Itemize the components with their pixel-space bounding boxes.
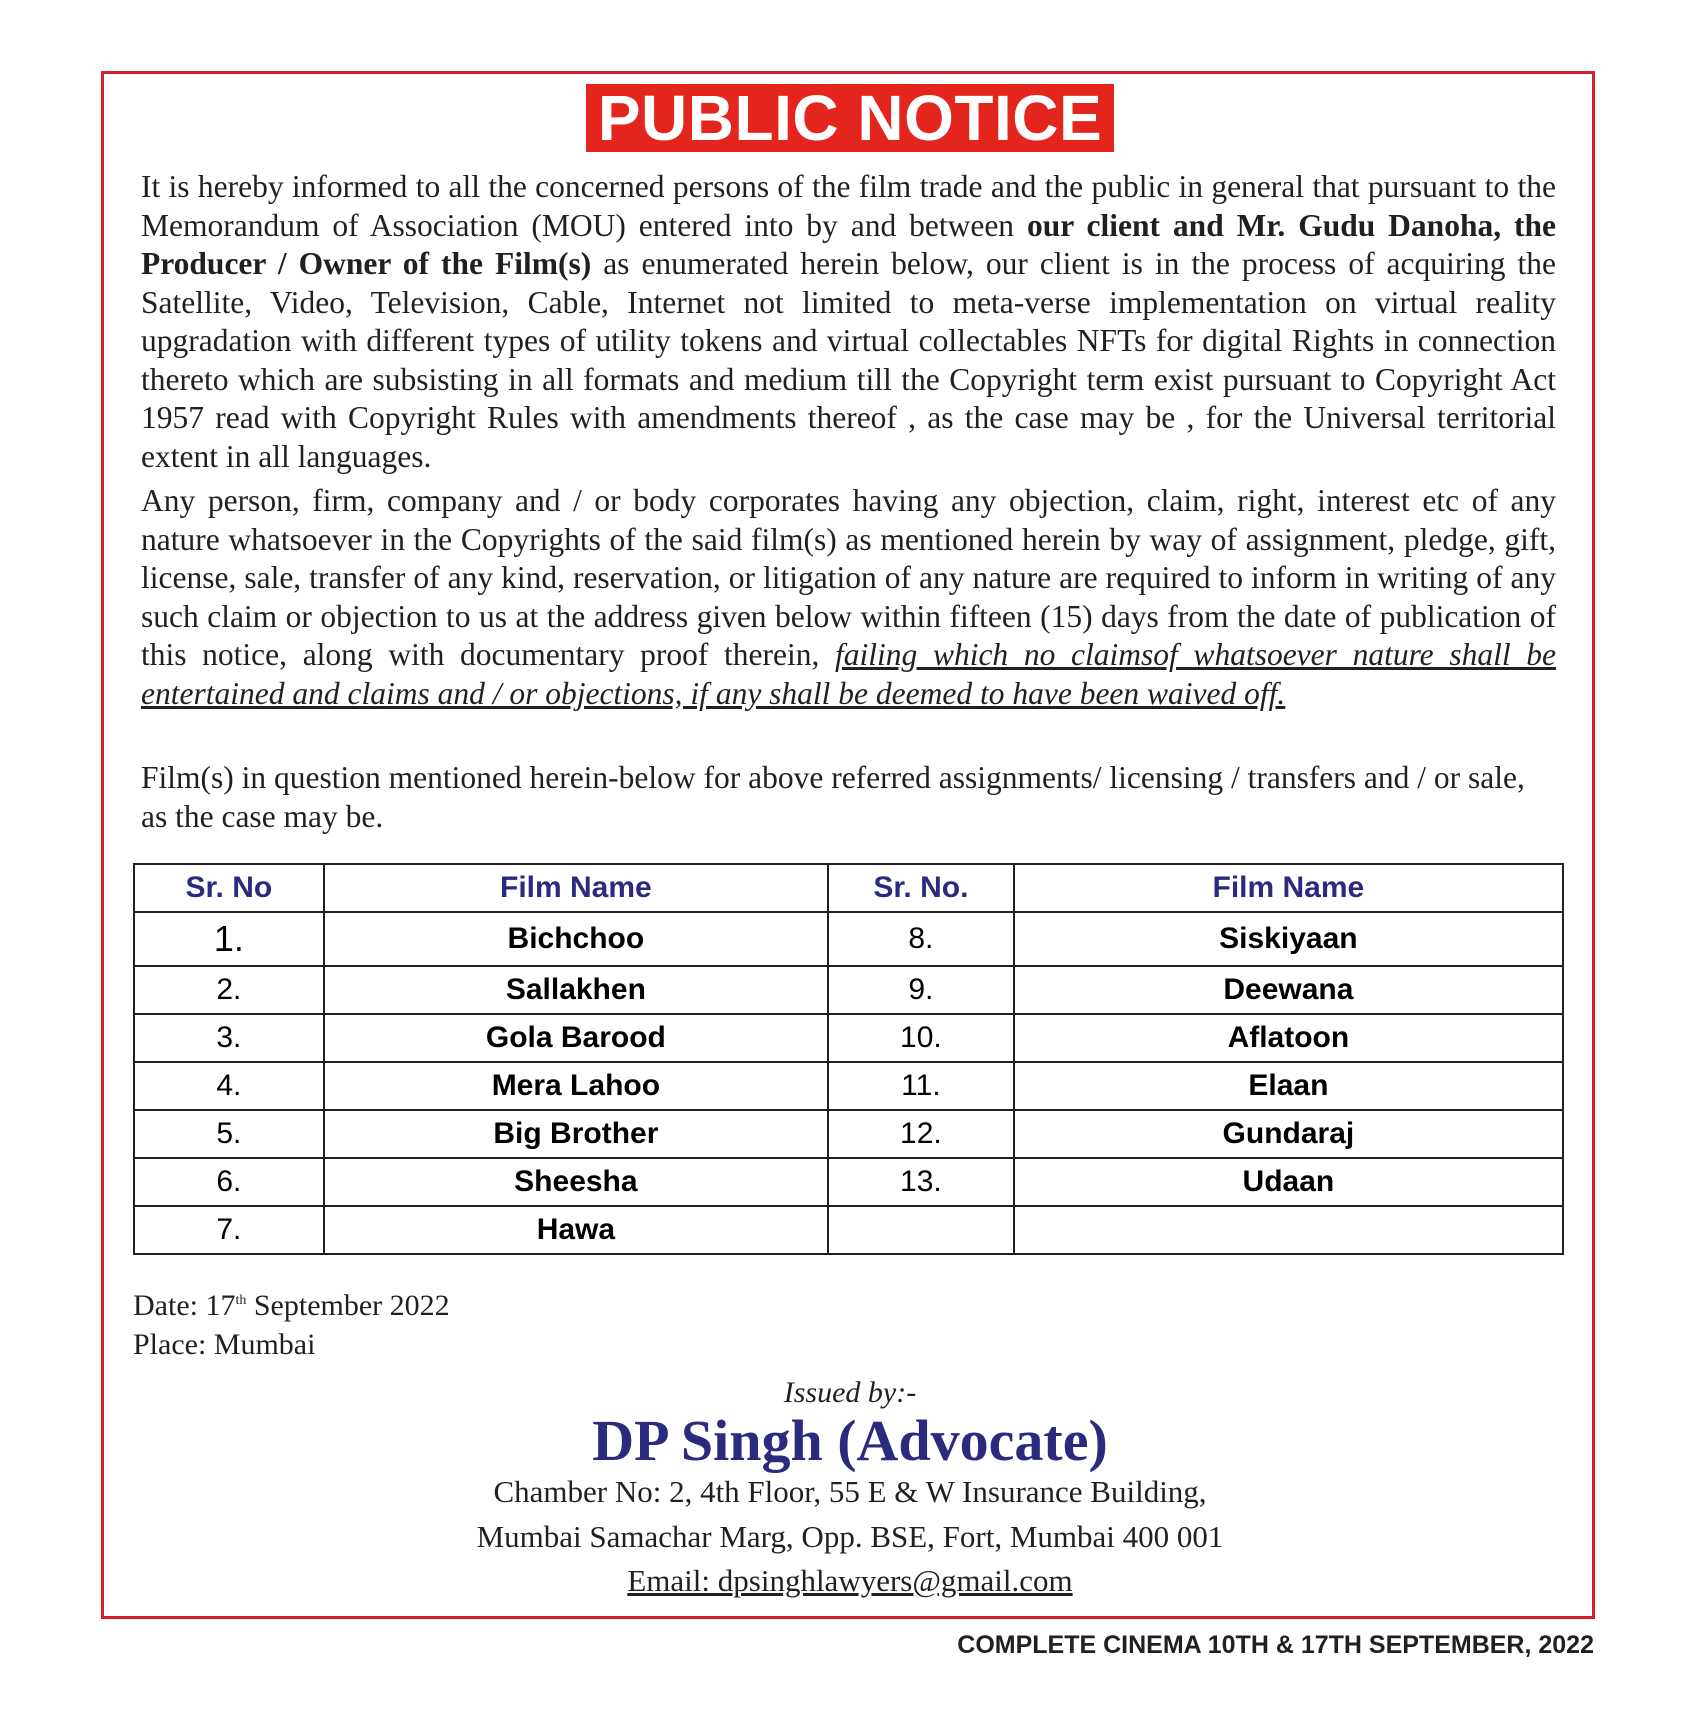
film-name-cell: Gola Barood xyxy=(324,1014,828,1062)
date-label: Date: 17 xyxy=(133,1289,236,1322)
title-wrap xyxy=(0,84,1700,152)
film-name-cell: Hawa xyxy=(324,1206,828,1254)
publication-footer: COMPLETE CINEMA 10TH & 17TH SEPTEMBER, 2022 xyxy=(957,1631,1594,1659)
table-row xyxy=(134,1158,1563,1206)
notice-paragraph-3 xyxy=(141,759,1556,836)
table-row xyxy=(134,1062,1563,1110)
table-row xyxy=(134,1014,1563,1062)
film-name-cell: Udaan xyxy=(1014,1158,1563,1206)
film-name-cell xyxy=(1014,1206,1563,1254)
issued-by-label: Issued by:- xyxy=(783,1376,917,1409)
header-film-name-1: Film Name xyxy=(324,864,828,912)
films-table xyxy=(133,863,1564,1255)
sr-cell: 3. xyxy=(134,1014,324,1062)
sr-cell: 4. xyxy=(134,1062,324,1110)
table-row xyxy=(134,966,1563,1014)
email-link[interactable]: Email: dpsinghlawyers@gmail.com xyxy=(627,1563,1073,1598)
table-header-row xyxy=(134,864,1563,912)
table-row xyxy=(134,1110,1563,1158)
sr-cell: 6. xyxy=(134,1158,324,1206)
film-name-cell: Bichchoo xyxy=(324,912,828,966)
para2-underlined-text: failing which no claimsof whatsoever nature shall be entertained and claims and / or objections, if any shall be deemed to have been waived off. xyxy=(141,637,1556,711)
date-rest: September 2022 xyxy=(246,1289,450,1322)
address-line-2: Mumbai Samachar Marg, Opp. BSE, Fort, Mumbai 400 001 xyxy=(476,1519,1224,1554)
film-name-cell: Aflatoon xyxy=(1014,1014,1563,1062)
advocate-name: DP Singh (Advocate) xyxy=(592,1408,1108,1473)
sr-cell: 11. xyxy=(828,1062,1014,1110)
film-name-cell: Mera Lahoo xyxy=(324,1062,828,1110)
film-name-cell: Sallakhen xyxy=(324,966,828,1014)
film-name-cell: Gundaraj xyxy=(1014,1110,1563,1158)
sr-cell: 10. xyxy=(828,1014,1014,1062)
sr-cell: 5. xyxy=(134,1110,324,1158)
header-film-name-2: Film Name xyxy=(1014,864,1563,912)
sr-cell: 2. xyxy=(134,966,324,1014)
notice-paragraph-2 xyxy=(141,482,1556,713)
table-row xyxy=(134,1206,1563,1254)
header-sr-no-1: Sr. No xyxy=(134,864,324,912)
address-line-1: Chamber No: 2, 4th Floor, 55 E & W Insurance Building, xyxy=(493,1474,1207,1509)
notice-place: Place: Mumbai xyxy=(133,1328,316,1361)
sr-cell: 7. xyxy=(134,1206,324,1254)
notice-paragraph-1 xyxy=(141,168,1556,476)
sr-cell: 8. xyxy=(828,912,1014,966)
film-name-cell: Sheesha xyxy=(324,1158,828,1206)
film-name-cell: Siskiyaan xyxy=(1014,912,1563,966)
para1-text-2: as enumerated herein below, our client is in the process of acquiring the Satellite, Video, Television, Cable, Internet not limited to meta-verse implementation on virtual reality upgradation with different types of utility tokens and virtual collectables NFTs for digital Rights in connection thereto which are subsisting in all formats and medium till the Copyright term exist pursuant to Copyright Act 1957 read with Copyright Rules with amendments thereof , as the case may be , for the Universal territorial extent in all languages. xyxy=(141,246,1556,474)
film-name-cell: Deewana xyxy=(1014,966,1563,1014)
para1-text-1: It is hereby informed to all the concerned persons of the film trade and the public in general that pursuant to the Memorandum of Association (MOU) entered into by and between xyxy=(141,169,1556,243)
film-name-cell: Elaan xyxy=(1014,1062,1563,1110)
table-row xyxy=(134,912,1563,966)
para2-text-1: Any person, firm, company and / or body corporates having any objection, claim, right, interest etc of any nature whatsoever in the Copyrights of the said film(s) as mentioned herein by way of assignment, pledge, gift, license, sale, transfer of any kind, reservation, or litigation of any nature are required to inform in writing of any such claim or objection to us at the address given below within fifteen (15) days from the date of publication of this notice, along with documentary proof therein, xyxy=(141,483,1556,672)
sr-cell: 13. xyxy=(828,1158,1014,1206)
sr-cell: 9. xyxy=(828,966,1014,1014)
notice-title: PUBLIC NOTICE xyxy=(586,84,1114,152)
sr-cell xyxy=(828,1206,1014,1254)
sr-cell: 12. xyxy=(828,1110,1014,1158)
header-sr-no-2: Sr. No. xyxy=(828,864,1014,912)
notice-date xyxy=(133,1281,450,1326)
para3-text: Film(s) in question mentioned herein-below for above referred assignments/ licensing / transfers and / or sale, as the case may be. xyxy=(141,760,1525,834)
date-ordinal-suffix: th xyxy=(235,1293,247,1308)
para1-bold-text: our client and Mr. Gudu Danoha, the Producer / Owner of the Film(s) xyxy=(141,207,1556,281)
sr-cell: 1. xyxy=(134,912,324,966)
film-name-cell: Big Brother xyxy=(324,1110,828,1158)
